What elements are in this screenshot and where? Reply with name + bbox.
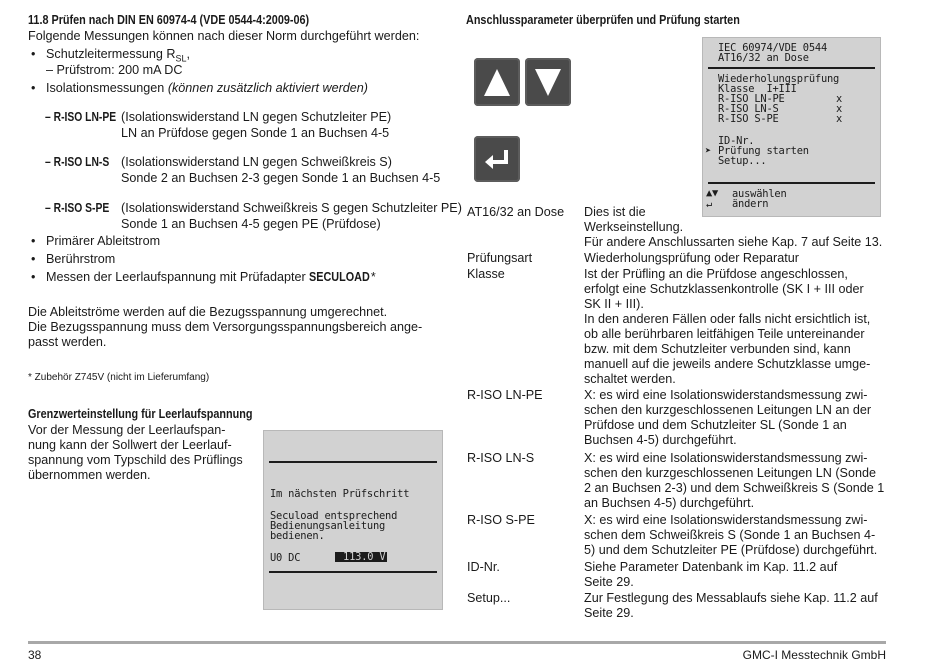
desc-line: Buchsen 4-5) durchgeführt. [584,433,737,447]
para-bezugsspannung-1: Die Bezugsspannung muss dem Versorgungsspannungsbereich ange- [28,320,423,334]
lcd-line: AT16/32 an Dose [718,52,809,64]
lcd-line: Bedienungsanleitung [270,520,386,532]
desc-line: an Buchsen 4-5) durchgeführt. [584,496,755,510]
secuload-term: SECULOAD [309,270,371,284]
bullet-leerlauf [46,270,376,285]
isolation-label: Isolationsmessungen [46,81,168,95]
lcd-u0-label: U0 DC [270,552,301,564]
desc-line: X: es wird eine Isolationswiderstandsmessung zwi- [584,388,868,402]
param-label: Klasse [467,267,505,281]
footnote-mark: * [370,270,376,284]
lcd-check-mark: x [836,93,843,105]
desc-line: X: es wird eine Isolationswiderstandsmessung zwi- [584,451,868,465]
lcd-line[interactable]: Prüfung starten [718,145,809,157]
lcd-check-mark: x [836,113,843,125]
riso-label: – R-ISO LN-S [45,155,110,169]
para-ableitstroeme: Die Ableitströme werden auf die Bezugsspannung umgerechnet. [28,305,388,319]
sub-line: spannung vom Typschild des Prüflings [28,453,243,467]
desc-line: manuell auf die jeweils andere Schutzklasse umge- [584,357,871,371]
lcd-line[interactable]: R-ISO LN-PE [718,93,785,105]
sub-line: nung kann der Sollwert der Leerlauf- [28,438,232,452]
param-desc [584,591,894,621]
lcd-divider [708,182,875,184]
enter-small-icon: ↵ [706,198,713,210]
bullet-dot: • [31,270,36,284]
subheading-text: Grenzwerteinstellung für Leerlaufspannung [28,407,253,421]
schutzleiter-comma: , [186,47,191,61]
riso-line2: LN an Prüfdose gegen Sonde 1 an Buchsen 4-5 [121,126,390,140]
lcd-line: Secuload entsprechend [270,510,398,522]
lcd-line: IEC 60974/VDE 0544 [718,42,828,54]
page-number: 38 [28,648,42,662]
param-desc [584,513,894,558]
param-label: R-ISO LN-PE [467,388,543,402]
param-label: R-ISO S-PE [467,513,535,527]
desc-line: Wiederholungsprüfung oder Reparatur [584,251,799,265]
desc-line: 2 an Buchsen 2-3) und dem Schweißkreis S (Sonde 1 [584,481,885,495]
company-name: GMC-I Messtechnik GmbH [742,648,886,662]
desc-line: bzw. mit dem Schutzleiter verbunden sind, kann [584,342,851,356]
desc-line: Seite 29. [584,575,634,589]
lcd-secuload-screen [263,430,443,610]
riso-label: – R-ISO LN-PE [45,110,117,124]
lcd-divider [269,461,437,463]
desc-line: Für andere Anschlussarten siehe Kap. 7 auf Seite 13. [584,235,883,249]
param-desc [584,560,894,590]
desc-line: erfolgt eine Schutzklassenkontrolle (SK I + III oder [584,282,864,296]
bullet-dot: • [31,47,36,61]
bullet-ableitstrom: Primärer Ableitstrom [46,234,161,248]
riso-line2: Sonde 1 an Buchsen 4-5 gegen PE (Prüfdose) [121,217,381,231]
desc-line: schen den kurzgeschlossenen Leitungen LN an der [584,403,872,417]
para-bezugsspannung-2: passt werden. [28,335,107,349]
enter-icon [474,136,520,182]
riso-line1: (Isolationswiderstand Schweißkreis S gegen Schutzleiter PE) [121,201,462,215]
leerlauf-text: Messen der Leerlaufspannung mit Prüfadapter [46,270,310,284]
param-label: R-ISO LN-S [467,451,535,465]
down-arrow-icon [525,58,571,106]
enter-key[interactable] [474,136,520,182]
desc-line: SK II + III). [584,297,644,311]
param-desc [584,205,894,250]
lcd-hint: ändern [732,198,769,210]
riso-line1: (Isolationswiderstand LN gegen Schweißkreis S) [121,155,392,169]
lcd-divider [269,571,437,573]
sub-line: übernommen werden. [28,468,151,482]
lcd-line: bedienen. [270,530,325,542]
bullet-schutzleiter [46,47,190,62]
schutzleiter-sub: SL [175,53,187,64]
lcd-line[interactable]: Klasse I+III [718,83,797,95]
selection-arrow-icon: ➤ [705,145,712,157]
bullet-dot: • [31,252,36,266]
pruefstrom-text: – Prüfstrom: 200 mA DC [46,63,183,77]
desc-line: ob alle berührbaren leitfähigen Teile untereinander [584,327,865,341]
param-desc [584,267,894,387]
riso-label: – R-ISO S-PE [45,201,110,215]
section-heading [28,13,355,28]
bullet-dot: • [31,81,36,95]
lcd-line[interactable]: Wiederholungsprüfung [718,73,840,85]
lcd-line: Im nächsten Prüfschritt [270,488,410,500]
footnote: * Zubehör Z745V (nicht im Lieferumfang) [28,372,210,383]
intro-text: Folgende Messungen können nach dieser Norm durchgeführt werden: [28,29,420,43]
desc-line: Prüfdose und dem Schutzleiter SL (Sonde 1 an [584,418,847,432]
up-down-icon: ▲▼ [706,187,719,199]
param-label: Prüfungsart [467,251,533,265]
lcd-hint: auswählen [732,188,787,200]
lcd-line[interactable]: Setup... [718,155,767,167]
param-label: ID-Nr. [467,560,500,574]
footer-rule [28,641,886,644]
param-desc [584,451,894,511]
lcd-line[interactable]: R-ISO S-PE [718,113,779,125]
param-desc [584,388,894,448]
desc-line: 5) und dem Schutzleiter PE (Prüfdose) durchgeführt. [584,543,878,557]
riso-line1: (Isolationswiderstand LN gegen Schutzleiter PE) [121,110,392,124]
lcd-config-screen [702,37,881,217]
param-desc [584,251,894,266]
section-heading-text: 11.8 Prüfen nach DIN EN 60974-4 (VDE 0544-4:2009-06) [28,13,310,27]
right-heading-text: Anschlussparameter überprüfen und Prüfung starten [466,13,740,27]
param-label: Setup... [467,591,511,605]
desc-line: schaltet werden. [584,372,676,386]
lcd-check-mark: x [836,103,843,115]
subheading [28,407,289,422]
up-arrow-icon [474,58,520,106]
desc-line: X: es wird eine Isolationswiderstandsmessung zwi- [584,513,868,527]
bullet-isolation [46,81,368,96]
isolation-note: (können zusätzlich aktiviert werden) [167,81,369,95]
bullet-beruehrstrom: Berührstrom [46,252,116,266]
lcd-line[interactable]: ID-Nr. [718,135,755,147]
desc-line: Zur Festlegung des Messablaufs siehe Kap. 11.2 auf [584,591,878,605]
sub-line: Vor der Messung der Leerlaufspan- [28,423,226,437]
param-label: AT16/32 an Dose [467,205,565,219]
riso-line2: Sonde 2 an Buchsen 2-3 gegen Sonde 1 an Buchsen 4-5 [121,171,441,185]
right-heading [466,13,784,28]
desc-line: In den anderen Fällen oder falls nicht ersichtlich ist, [584,312,871,326]
desc-line: Dies ist die [584,205,646,219]
up-arrow-key[interactable] [474,58,520,106]
lcd-divider [708,67,875,69]
bullet-dot: • [31,234,36,248]
schutzleiter-label: Schutzleitermessung R [46,47,176,61]
desc-line: schen den kurzgeschlossenen Leitungen LN (Sonde [584,466,876,480]
lcd-u0-value[interactable]: 113.0 V [337,551,386,563]
desc-line: Seite 29. [584,606,634,620]
down-arrow-key[interactable] [525,58,571,106]
desc-line: Werkseinstellung. [584,220,684,234]
desc-line: schen dem Schweißkreis S (Sonde 1 an Buchsen 4- [584,528,876,542]
lcd-line[interactable]: R-ISO LN-S [718,103,779,115]
desc-line: Ist der Prüfling an die Prüfdose angeschlossen, [584,267,848,281]
desc-line: Siehe Parameter Datenbank im Kap. 11.2 auf [584,560,838,574]
